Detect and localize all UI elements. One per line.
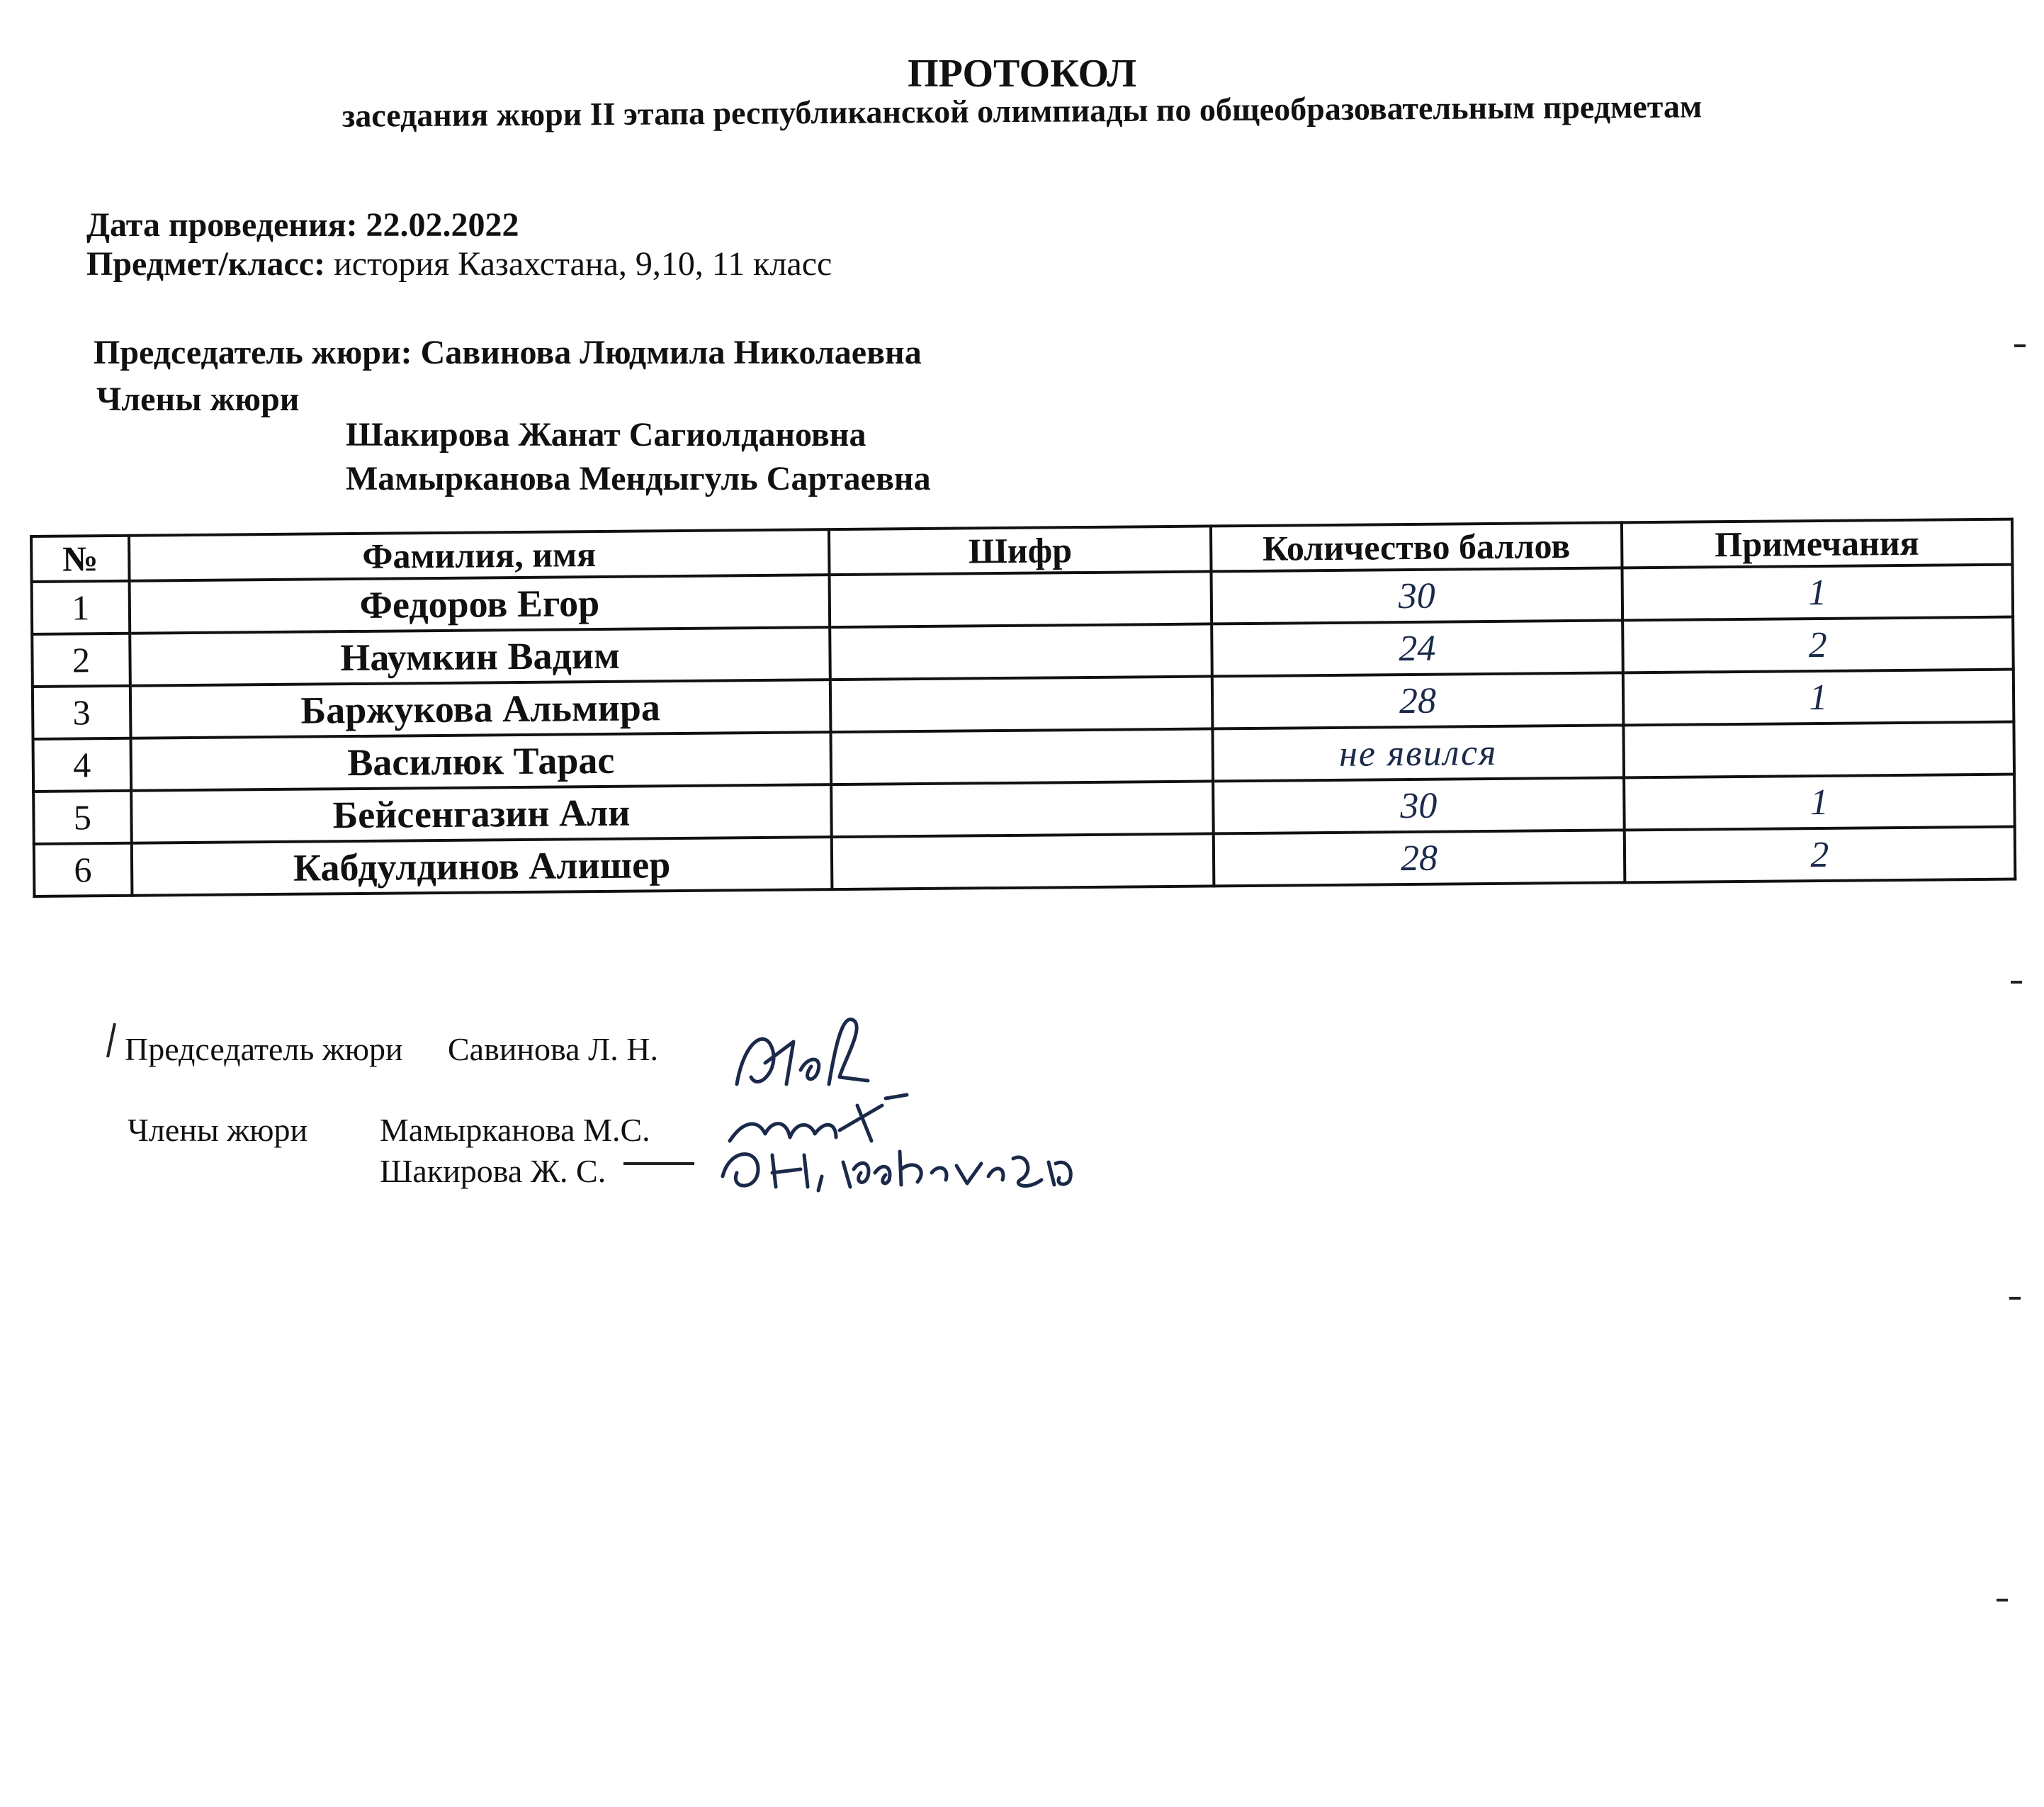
row-number: 1 — [32, 581, 130, 634]
row-note: 2 — [1624, 827, 2015, 883]
row-score: 30 — [1213, 777, 1624, 833]
margin-mark — [2009, 1297, 2021, 1300]
header-score: Количество баллов — [1211, 522, 1622, 571]
row-score: 28 — [1214, 830, 1625, 886]
row-number: 6 — [34, 843, 132, 896]
document-subtitle: заседания жюри II этапа республиканской олимпиады по общеобразовательным предметам — [341, 88, 1703, 134]
subject-label: Предмет/класс: — [86, 245, 326, 283]
date-line: Дата проведения: 22.02.2022 — [86, 206, 519, 244]
margin-mark — [2014, 344, 2026, 347]
row-name: Кабдулдинов Алишер — [132, 837, 832, 896]
row-code — [831, 781, 1214, 837]
subject-line — [86, 244, 832, 283]
sign-members-label: Члены жюри — [128, 1112, 308, 1148]
row-number: 2 — [32, 634, 130, 687]
row-note: 1 — [1622, 565, 2013, 621]
row-name: Федоров Егор — [129, 575, 830, 634]
header-name: Фамилия, имя — [129, 529, 830, 581]
header-code: Шифр — [829, 526, 1212, 575]
margin-mark — [2011, 981, 2022, 984]
sign-member-2: Шакирова Ж. С. — [380, 1153, 606, 1189]
row-note: 1 — [1622, 670, 2014, 726]
handwritten-signatures — [716, 999, 1141, 1198]
sign-chair-label: Председатель жюри — [125, 1031, 403, 1067]
row-code — [830, 624, 1212, 680]
row-code — [830, 571, 1212, 627]
margin-mark — [1997, 1599, 2008, 1601]
header-notes: Примечания — [1621, 519, 2012, 568]
document-title: ПРОТОКОЛ — [908, 52, 1136, 96]
row-code — [831, 728, 1214, 784]
row-name: Наумкин Вадим — [130, 627, 830, 686]
row-note — [1623, 722, 2014, 778]
member-1: Шакирова Жанат Сагиолдановна — [346, 416, 866, 454]
row-number: 3 — [33, 686, 130, 739]
members-label: Члены жюри — [96, 381, 300, 418]
chair-line: Председатель жюри: Савинова Людмила Николаевна — [94, 334, 922, 371]
row-name: Баржукова Альмира — [130, 680, 831, 738]
stroke-mark-icon — [105, 1020, 119, 1071]
subject-value: история Казахстана, 9,10, 11 класс — [334, 245, 832, 283]
row-score: 30 — [1212, 568, 1622, 624]
row-note: 2 — [1622, 617, 2014, 673]
row-number: 5 — [33, 791, 131, 844]
row-score: 24 — [1212, 620, 1622, 676]
member-2: Мамырканова Мендыгуль Сартаевна — [346, 460, 931, 497]
sign-member-1: Мамырканова М.С. — [380, 1112, 650, 1148]
row-name: Василюк Тарас — [130, 732, 831, 791]
sign-chair-name: Савинова Л. Н. — [448, 1031, 659, 1067]
row-name: Бейсенгазин Али — [131, 784, 832, 843]
signature-line — [623, 1162, 694, 1165]
row-code — [830, 676, 1213, 732]
row-code — [832, 833, 1214, 889]
row-score: не явился — [1213, 725, 1624, 781]
header-number: № — [31, 536, 129, 582]
row-number: 4 — [33, 738, 131, 792]
row-score: 28 — [1212, 672, 1623, 728]
row-note: 1 — [1624, 775, 2015, 831]
results-table — [30, 518, 2016, 898]
